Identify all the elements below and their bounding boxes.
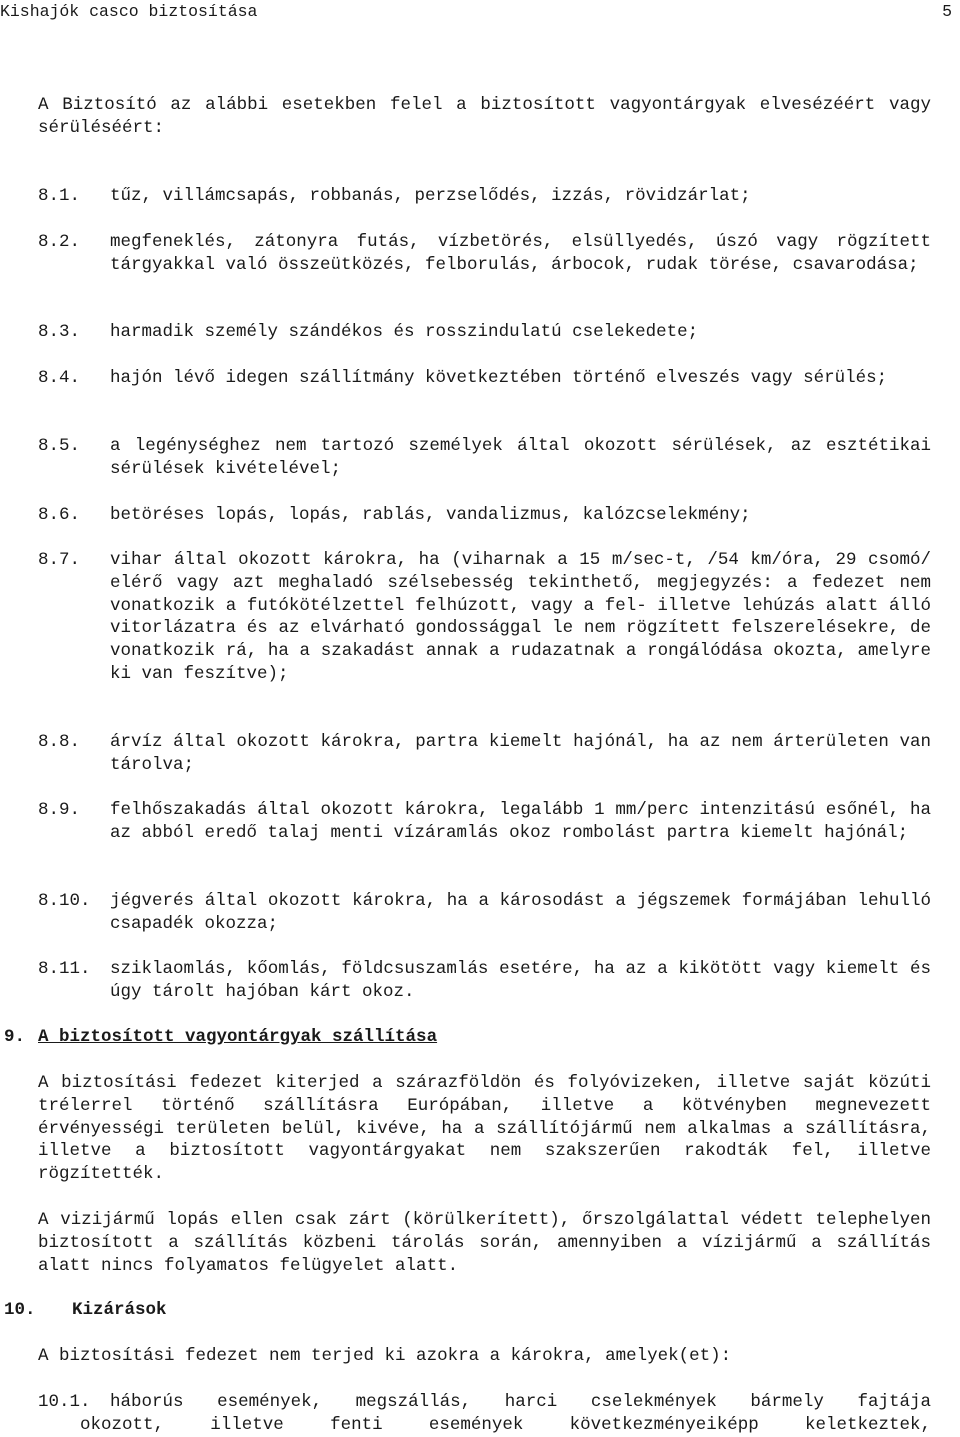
section-9-paragraph: A biztosítási fedezet kiterjed a szárazföldön és folyóvizeken, illetve saját közúti trélerrel történő szállításra Európában, illetve a kötvényben megnevezett érvényességi területen belül, kivéve, ha a szállítójármű nem alkalmas a szállításra, illetve a biztosított vagyontárgyakat nem szakszerűen rakodták fel, illetve rögzítették. bbox=[38, 1073, 931, 1185]
list-item bbox=[38, 504, 931, 527]
item-number: 8.10. bbox=[38, 891, 91, 911]
item-number: 8.3. bbox=[38, 322, 81, 342]
item-number: 8.8. bbox=[38, 732, 81, 752]
list-item bbox=[38, 549, 931, 686]
list-item bbox=[38, 231, 931, 277]
page-header bbox=[0, 2, 960, 22]
item-text: betöréses lopás, lopás, rablás, vandalizmus, kalózcselekmény; bbox=[110, 505, 751, 525]
section-10-heading bbox=[4, 1299, 167, 1322]
item-number: 8.1. bbox=[38, 186, 81, 206]
section-title: Kizárások bbox=[72, 1300, 167, 1320]
list-item bbox=[38, 367, 931, 390]
item-number: 8.5. bbox=[38, 436, 81, 456]
section-9-paragraph: A vizijármű lopás ellen csak zárt (körülkerített), őrszolgálattal védett telephelyen biztosított a szállítás közbeni tárolás során, amennyiben a vízijármű a szállítás alatt nincs folyamatos felügyelet alatt. bbox=[38, 1210, 931, 1276]
item-number: 10.1. bbox=[38, 1392, 91, 1412]
item-text: tűz, villámcsapás, robbanás, perzselődés, izzás, rövidzárlat; bbox=[110, 186, 751, 206]
item-text: okozott, illetve fenti események következményeiképp keletkeztek, bbox=[80, 1414, 931, 1435]
item-text: háborús események, megszállás, harci cselekmények bármely fajtája bbox=[110, 1392, 931, 1412]
section-title: A biztosított vagyontárgyak szállítása bbox=[38, 1027, 438, 1047]
item-text: harmadik személy szándékos és rosszindulatú cselekedete; bbox=[110, 322, 699, 342]
page-number: 5 bbox=[942, 2, 952, 21]
section-number: 9. bbox=[4, 1027, 26, 1047]
list-item bbox=[38, 731, 931, 777]
item-text: árvíz által okozott károkra, partra kiemelt hajónál, ha az nem árterületen van tárolva; bbox=[110, 732, 931, 775]
section-9-heading bbox=[4, 1026, 437, 1049]
item-number: 8.2. bbox=[38, 232, 81, 252]
item-text: megfeneklés, zátonyra futás, vízbetörés, elsüllyedés, úszó vagy rögzített tárgyakkal való összeütközés, felborulás, árbocok, rudak törése, csavarodása; bbox=[110, 232, 931, 275]
item-number: 8.7. bbox=[38, 550, 81, 570]
list-item bbox=[38, 435, 931, 481]
item-number: 8.11. bbox=[38, 959, 91, 979]
list-item bbox=[38, 799, 931, 845]
item-text: felhőszakadás által okozott károkra, legalább 1 mm/perc intenzitású esőnél, ha az abból eredő talaj menti vízáramlás okoz rombolást partra kiemelt hajónál; bbox=[110, 800, 931, 843]
item-number: 8.4. bbox=[38, 368, 81, 388]
list-item bbox=[38, 185, 931, 208]
item-text: vihar által okozott károkra, ha (viharnak a 15 m/sec-t, /54 km/óra, 29 csomó/ elérő vagy azt meghaladó szélsebesség tekinthető, megjegyzés: a fedezet nem vonatkozik a futókötélzettel felhúzott, vagy a fel- illetve lehúzás alatt álló vitorlázatra és az elvárható gondossággal le nem rögzített felszerelésekre, de vonatkozik rá, ha a szakadást annak a rudazatnak a rongálódása okozta, amelyre ki van feszítve); bbox=[110, 550, 931, 684]
item-text: sziklaomlás, kőomlás, földcsuszamlás esetére, ha az a kikötött vagy kiemelt és úgy tárolt hajóban kárt okoz. bbox=[110, 959, 931, 1002]
section-number: 10. bbox=[4, 1300, 36, 1320]
list-item bbox=[38, 890, 931, 936]
item-text: hajón lévő idegen szállítmány következtében történő elveszés vagy sérülés; bbox=[110, 368, 888, 388]
document-title: Kishajók casco biztosítása bbox=[0, 2, 258, 21]
item-text: jégverés által okozott károkra, ha a károsodást a jégszemek formájában lehulló csapadék okozza; bbox=[110, 891, 931, 934]
list-item bbox=[38, 321, 931, 344]
intro-paragraph: A Biztosító az alábbi esetekben felel a biztosított vagyontárgyak elvesézéért vagy sérüléséért: bbox=[38, 95, 931, 138]
item-number: 8.6. bbox=[38, 505, 81, 525]
list-item bbox=[38, 1391, 931, 1437]
item-text: a legénységhez nem tartozó személyek által okozott sérülések, az esztétikai sérülések kivételével; bbox=[110, 436, 931, 479]
item-number: 8.9. bbox=[38, 800, 81, 820]
section-10-intro: A biztosítási fedezet nem terjed ki azokra a károkra, amelyek(et): bbox=[38, 1346, 732, 1366]
list-item bbox=[38, 958, 931, 1004]
